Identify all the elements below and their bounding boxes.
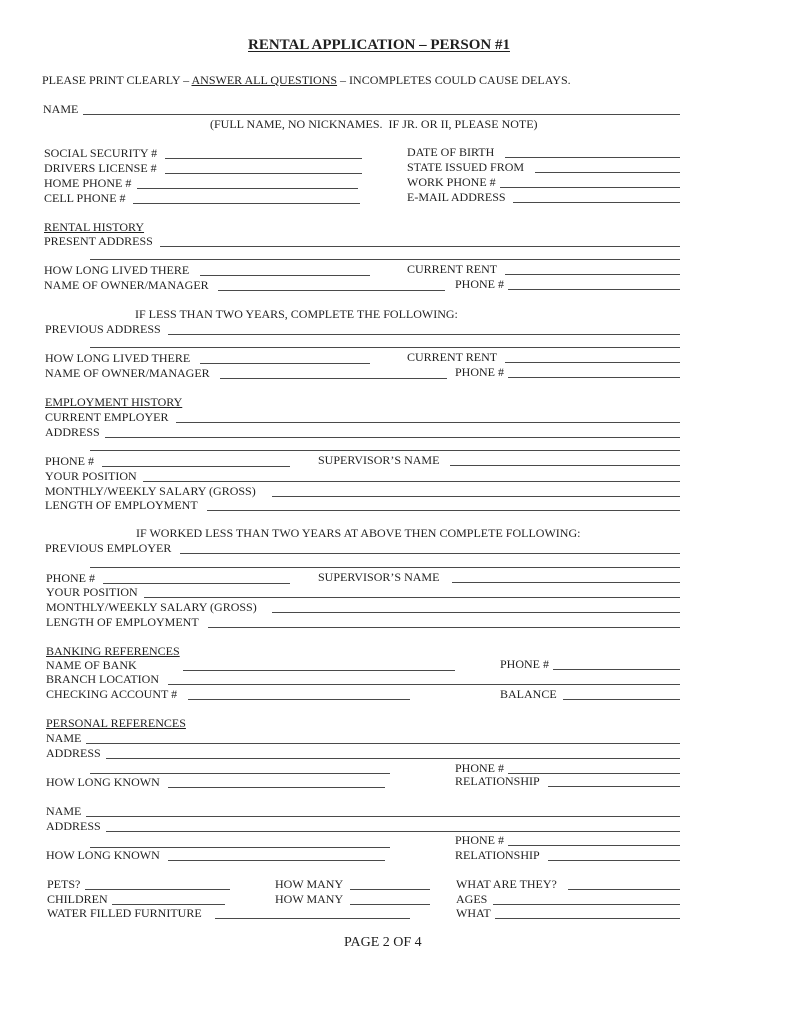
cell-phone-field bbox=[133, 203, 360, 204]
previous-supervisor-field bbox=[452, 582, 680, 583]
reference-2-name-field bbox=[86, 816, 680, 817]
present-owner-phone-field bbox=[508, 289, 680, 290]
previous-rent-field bbox=[505, 362, 680, 363]
pets-label: PETS? bbox=[47, 877, 81, 891]
previous-how-long-field bbox=[200, 363, 370, 364]
previous-owner-phone-label: PHONE # bbox=[455, 365, 505, 379]
current-employer-label: CURRENT EMPLOYER bbox=[45, 410, 169, 424]
instructions-part-1: PLEASE PRINT CLEARLY – bbox=[42, 73, 192, 87]
reference-1-name-field bbox=[86, 743, 680, 744]
state-issued-field bbox=[535, 172, 680, 173]
ssn-field bbox=[165, 158, 362, 159]
previous-employer-phone-field bbox=[103, 583, 290, 584]
state-issued-label: STATE ISSUED FROM bbox=[407, 160, 525, 174]
reference-2-address-field bbox=[106, 831, 680, 832]
reference-1-address-field-line-2 bbox=[90, 773, 390, 774]
previous-owner-field bbox=[220, 378, 447, 379]
current-salary-field bbox=[272, 496, 680, 497]
present-owner-field bbox=[218, 290, 445, 291]
form-title: RENTAL APPLICATION – PERSON #1 bbox=[248, 37, 510, 53]
pets-field bbox=[85, 889, 230, 890]
current-position-label: YOUR POSITION bbox=[45, 469, 137, 483]
reference-2-phone-label: PHONE # bbox=[455, 833, 505, 847]
name-note: (FULL NAME, NO NICKNAMES. IF JR. OR II, PLEASE NOTE) bbox=[210, 117, 538, 131]
reference-1-how-long-label: HOW LONG KNOWN bbox=[46, 775, 160, 789]
reference-1-address-label: ADDRESS bbox=[46, 746, 101, 760]
bank-name-field bbox=[183, 670, 455, 671]
water-furniture-field bbox=[215, 918, 410, 919]
previous-employment-instruction: IF WORKED LESS THAN TWO YEARS AT ABOVE THEN COMPLETE FOLLOWING: bbox=[136, 526, 581, 540]
banking-references-heading: BANKING REFERENCES bbox=[46, 644, 180, 658]
instructions-emphasis: ANSWER ALL QUESTIONS bbox=[191, 73, 338, 87]
previous-address-label: PREVIOUS ADDRESS bbox=[45, 322, 161, 336]
pets-how-many-label: HOW MANY bbox=[275, 877, 344, 891]
children-how-many-field bbox=[350, 904, 430, 905]
current-employer-field bbox=[176, 422, 680, 423]
checking-account-label: CHECKING ACCOUNT # bbox=[46, 687, 178, 701]
previous-rent-label: CURRENT RENT bbox=[407, 350, 498, 364]
previous-supervisor-label: SUPERVISOR’S NAME bbox=[318, 570, 440, 584]
reference-1-name-label: NAME bbox=[46, 731, 82, 745]
previous-position-field bbox=[144, 597, 680, 598]
cell-phone-label: CELL PHONE # bbox=[44, 191, 126, 205]
name-field bbox=[83, 114, 680, 115]
dob-field bbox=[505, 157, 680, 158]
bank-name-label: NAME OF BANK bbox=[46, 658, 137, 672]
bank-phone-label: PHONE # bbox=[500, 657, 550, 671]
current-employer-phone-field bbox=[102, 466, 290, 467]
previous-employer-phone-label: PHONE # bbox=[46, 571, 96, 585]
water-furniture-label: WATER FILLED FURNITURE bbox=[47, 906, 202, 920]
present-address-label: PRESENT ADDRESS bbox=[44, 234, 153, 248]
reference-2-phone-field bbox=[508, 845, 680, 846]
instructions bbox=[42, 73, 571, 87]
checking-account-field bbox=[188, 699, 410, 700]
current-supervisor-label: SUPERVISOR’S NAME bbox=[318, 453, 440, 467]
present-rent-label: CURRENT RENT bbox=[407, 262, 498, 276]
current-length-field bbox=[207, 510, 680, 511]
present-how-long-label: HOW LONG LIVED THERE bbox=[44, 263, 190, 277]
ssn-label: SOCIAL SECURITY # bbox=[44, 146, 158, 160]
previous-owner-label: NAME OF OWNER/MANAGER bbox=[45, 366, 210, 380]
employment-history-heading: EMPLOYMENT HISTORY bbox=[45, 395, 183, 409]
drivers-license-label: DRIVERS LICENSE # bbox=[44, 161, 157, 175]
email-field bbox=[513, 202, 680, 203]
previous-salary-field bbox=[272, 612, 680, 613]
name-label: NAME bbox=[43, 102, 79, 116]
previous-position-label: YOUR POSITION bbox=[46, 585, 138, 599]
present-owner-phone-label: PHONE # bbox=[455, 277, 505, 291]
present-owner-label: NAME OF OWNER/MANAGER bbox=[44, 278, 209, 292]
reference-1-relationship-label: RELATIONSHIP bbox=[455, 774, 540, 788]
reference-1-phone-label: PHONE # bbox=[455, 761, 505, 775]
children-how-many-label: HOW MANY bbox=[275, 892, 344, 906]
balance-label: BALANCE bbox=[500, 687, 557, 701]
reference-1-how-long-field bbox=[168, 787, 385, 788]
pets-how-many-field bbox=[350, 889, 430, 890]
pets-what-field bbox=[568, 889, 680, 890]
reference-2-relationship-field bbox=[548, 860, 680, 861]
present-how-long-field bbox=[200, 275, 370, 276]
current-position-field bbox=[143, 481, 680, 482]
previous-how-long-label: HOW LONG LIVED THERE bbox=[45, 351, 191, 365]
reference-2-how-long-label: HOW LONG KNOWN bbox=[46, 848, 160, 862]
instructions-part-2: – INCOMPLETES COULD CAUSE DELAYS. bbox=[337, 73, 571, 87]
employer-address-field bbox=[105, 437, 680, 438]
balance-field bbox=[563, 699, 680, 700]
dob-label: DATE OF BIRTH bbox=[407, 145, 495, 159]
employer-address-label: ADDRESS bbox=[45, 425, 100, 439]
previous-address-field-line-2 bbox=[90, 347, 680, 348]
bank-phone-field bbox=[553, 669, 680, 670]
reference-2-relationship-label: RELATIONSHIP bbox=[455, 848, 540, 862]
work-phone-label: WORK PHONE # bbox=[407, 175, 496, 189]
previous-length-field bbox=[208, 627, 680, 628]
employer-address-field-line-2 bbox=[90, 450, 680, 451]
personal-references-heading: PERSONAL REFERENCES bbox=[46, 716, 186, 730]
current-employer-phone-label: PHONE # bbox=[45, 454, 95, 468]
home-phone-field bbox=[137, 188, 358, 189]
water-furniture-what-label: WHAT bbox=[456, 906, 491, 920]
reference-1-relationship-field bbox=[548, 786, 680, 787]
reference-2-how-long-field bbox=[168, 860, 385, 861]
current-salary-label: MONTHLY/WEEKLY SALARY (GROSS) bbox=[45, 484, 256, 498]
previous-owner-phone-field bbox=[508, 377, 680, 378]
previous-length-label: LENGTH OF EMPLOYMENT bbox=[46, 615, 199, 629]
branch-location-label: BRANCH LOCATION bbox=[46, 672, 160, 686]
previous-residence-instruction: IF LESS THAN TWO YEARS, COMPLETE THE FOLLOWING: bbox=[135, 307, 458, 321]
children-label: CHILDREN bbox=[47, 892, 108, 906]
email-label: E-MAIL ADDRESS bbox=[407, 190, 506, 204]
present-address-field bbox=[160, 246, 680, 247]
water-furniture-what-field bbox=[495, 918, 680, 919]
previous-address-field bbox=[168, 334, 680, 335]
reference-1-address-field bbox=[106, 758, 680, 759]
home-phone-label: HOME PHONE # bbox=[44, 176, 132, 190]
previous-employer-label: PREVIOUS EMPLOYER bbox=[45, 541, 172, 555]
rental-history-heading: RENTAL HISTORY bbox=[44, 220, 145, 234]
reference-2-address-label: ADDRESS bbox=[46, 819, 101, 833]
drivers-license-field bbox=[165, 173, 362, 174]
previous-employer-field-line-2 bbox=[90, 567, 680, 568]
reference-2-name-label: NAME bbox=[46, 804, 82, 818]
current-length-label: LENGTH OF EMPLOYMENT bbox=[45, 498, 198, 512]
previous-employer-field bbox=[180, 553, 680, 554]
present-rent-field bbox=[505, 274, 680, 275]
ages-label: AGES bbox=[456, 892, 488, 906]
children-field bbox=[112, 904, 225, 905]
previous-salary-label: MONTHLY/WEEKLY SALARY (GROSS) bbox=[46, 600, 257, 614]
current-supervisor-field bbox=[450, 465, 680, 466]
pets-what-label: WHAT ARE THEY? bbox=[456, 877, 557, 891]
page-number: PAGE 2 OF 4 bbox=[344, 935, 422, 950]
branch-location-field bbox=[168, 684, 680, 685]
present-address-field-line-2 bbox=[90, 259, 680, 260]
work-phone-field bbox=[500, 187, 680, 188]
ages-field bbox=[493, 904, 680, 905]
